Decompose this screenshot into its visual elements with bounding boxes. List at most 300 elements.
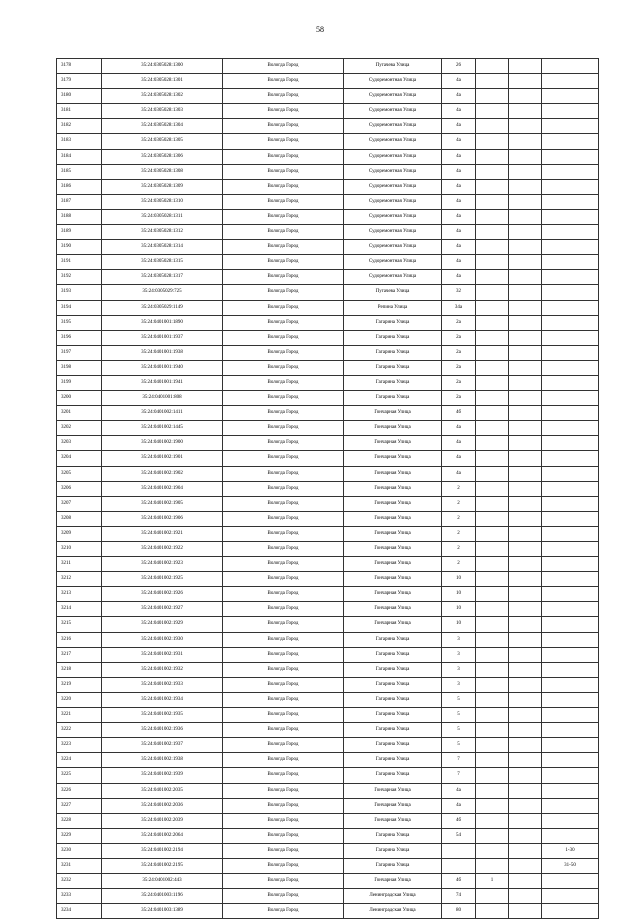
city-cell: Вологда Город [223, 783, 344, 798]
range-cell [542, 345, 599, 360]
city-cell: Вологда Город [223, 858, 344, 873]
row-number-cell: 3217 [57, 647, 102, 662]
cadastral-number-cell: 35:24:0401002:2194 [102, 843, 223, 858]
cadastral-number-cell: 35:24:0305028:1301 [102, 74, 223, 89]
street-cell: Гончарная Улица [344, 526, 442, 541]
city-cell: Вологда Город [223, 421, 344, 436]
city-cell: Вологда Город [223, 391, 344, 406]
range-cell [542, 526, 599, 541]
street-cell: Гагарина Улица [344, 360, 442, 375]
street-cell: Гагарина Улица [344, 708, 442, 723]
range-cell [542, 889, 599, 904]
cadastral-number-cell: 35:24:0401002:1922 [102, 542, 223, 557]
house-number-cell: 10 [442, 602, 476, 617]
extra-cell [509, 904, 542, 919]
house-number-cell: 4а [442, 134, 476, 149]
row-number-cell: 3229 [57, 828, 102, 843]
row-number-cell: 3214 [57, 602, 102, 617]
table-row [57, 149, 599, 164]
house-number-cell: 2а [442, 330, 476, 345]
apartment-cell [476, 134, 509, 149]
city-cell: Вологда Город [223, 194, 344, 209]
house-number-cell: 4а [442, 179, 476, 194]
extra-cell [509, 360, 542, 375]
street-cell: Судоремонтная Улица [344, 240, 442, 255]
street-cell: Гагарина Улица [344, 330, 442, 345]
cadastral-number-cell: 35:24:0401002:1936 [102, 723, 223, 738]
city-cell: Вологда Город [223, 617, 344, 632]
extra-cell [509, 436, 542, 451]
street-cell: Ленинградская Улица [344, 889, 442, 904]
cadastral-number-cell: 35:24:0401003:1196 [102, 889, 223, 904]
range-cell [542, 708, 599, 723]
range-cell [542, 677, 599, 692]
table-row [57, 889, 599, 904]
city-cell: Вологда Город [223, 632, 344, 647]
street-cell: Гончарная Улица [344, 481, 442, 496]
row-number-cell: 3233 [57, 889, 102, 904]
city-cell: Вологда Город [223, 677, 344, 692]
apartment-cell [476, 330, 509, 345]
house-number-cell: 4а [442, 240, 476, 255]
cadastral-number-cell: 35:24:0401002:1930 [102, 632, 223, 647]
range-cell [542, 285, 599, 300]
city-cell: Вологда Город [223, 300, 344, 315]
street-cell: Судоремонтная Улица [344, 209, 442, 224]
apartment-cell [476, 194, 509, 209]
extra-cell [509, 647, 542, 662]
house-number-cell: 4а [442, 451, 476, 466]
table-row [57, 858, 599, 873]
table-row [57, 843, 599, 858]
apartment-cell [476, 345, 509, 360]
city-cell: Вологда Город [223, 179, 344, 194]
extra-cell [509, 255, 542, 270]
row-number-cell: 3198 [57, 360, 102, 375]
cadastral-number-cell: 35:24:0401003:1389 [102, 904, 223, 919]
table-row [57, 677, 599, 692]
table-row [57, 557, 599, 572]
extra-cell [509, 149, 542, 164]
range-cell [542, 89, 599, 104]
row-number-cell: 3202 [57, 421, 102, 436]
street-cell: Судоремонтная Улица [344, 134, 442, 149]
street-cell: Гончарная Улица [344, 874, 442, 889]
cadastral-number-cell: 35:24:0305028:1315 [102, 255, 223, 270]
range-cell [542, 904, 599, 919]
range-cell [542, 481, 599, 496]
house-number-cell: 4а [442, 89, 476, 104]
row-number-cell: 3195 [57, 315, 102, 330]
city-cell: Вологда Город [223, 89, 344, 104]
city-cell: Вологда Город [223, 708, 344, 723]
house-number-cell: 4а [442, 798, 476, 813]
row-number-cell: 3232 [57, 874, 102, 889]
cadastral-number-cell: 35:24:0401001:1940 [102, 360, 223, 375]
range-cell [542, 557, 599, 572]
house-number-cell: 5 [442, 708, 476, 723]
street-cell: Гагарина Улица [344, 768, 442, 783]
apartment-cell [476, 255, 509, 270]
table-row [57, 526, 599, 541]
house-number-cell: 4б [442, 406, 476, 421]
house-number-cell: 3 [442, 662, 476, 677]
row-number-cell: 3189 [57, 225, 102, 240]
street-cell: Гончарная Улица [344, 542, 442, 557]
range-cell [542, 496, 599, 511]
cadastral-number-cell: 35:24:0401002:1901 [102, 451, 223, 466]
row-number-cell: 3179 [57, 74, 102, 89]
table-row [57, 285, 599, 300]
table-row [57, 511, 599, 526]
range-cell [542, 632, 599, 647]
street-cell: Судоремонтная Улица [344, 104, 442, 119]
street-cell: Гончарная Улица [344, 466, 442, 481]
house-number-cell: 2а [442, 360, 476, 375]
extra-cell [509, 345, 542, 360]
cadastral-number-cell: 35:24:0401002:1933 [102, 677, 223, 692]
range-cell [542, 647, 599, 662]
table-row [57, 255, 599, 270]
extra-cell [509, 194, 542, 209]
table-row [57, 783, 599, 798]
apartment-cell [476, 617, 509, 632]
extra-cell [509, 209, 542, 224]
extra-cell [509, 285, 542, 300]
table-row [57, 330, 599, 345]
row-number-cell: 3208 [57, 511, 102, 526]
extra-cell [509, 738, 542, 753]
row-number-cell: 3193 [57, 285, 102, 300]
row-number-cell: 3201 [57, 406, 102, 421]
extra-cell [509, 632, 542, 647]
cadastral-number-cell: 35:24:0305028:1306 [102, 149, 223, 164]
apartment-cell [476, 708, 509, 723]
street-cell: Гончарная Улица [344, 496, 442, 511]
registry-table-body [57, 59, 599, 919]
street-cell: Ленинградская Улица [344, 904, 442, 919]
city-cell: Вологда Город [223, 59, 344, 74]
range-cell [542, 451, 599, 466]
apartment-cell [476, 119, 509, 134]
house-number-cell: 7 [442, 753, 476, 768]
extra-cell [509, 783, 542, 798]
street-cell: Гончарная Улица [344, 511, 442, 526]
extra-cell [509, 798, 542, 813]
house-number-cell: 10 [442, 587, 476, 602]
street-cell: Гончарная Улица [344, 421, 442, 436]
table-row [57, 270, 599, 285]
table-row [57, 59, 599, 74]
street-cell: Гагарина Улица [344, 677, 442, 692]
range-cell [542, 149, 599, 164]
apartment-cell [476, 783, 509, 798]
street-cell: Гагарина Улица [344, 647, 442, 662]
cadastral-number-cell: 35:24:0401001:1941 [102, 375, 223, 390]
apartment-cell [476, 179, 509, 194]
street-cell: Судоремонтная Улица [344, 270, 442, 285]
table-row [57, 406, 599, 421]
extra-cell [509, 692, 542, 707]
cadastral-number-cell: 35:24:0401002:1939 [102, 768, 223, 783]
row-number-cell: 3206 [57, 481, 102, 496]
apartment-cell [476, 240, 509, 255]
city-cell: Вологда Город [223, 240, 344, 255]
table-row [57, 587, 599, 602]
range-cell [542, 74, 599, 89]
range-cell [542, 330, 599, 345]
range-cell [542, 617, 599, 632]
apartment-cell [476, 391, 509, 406]
range-cell [542, 662, 599, 677]
cadastral-number-cell: 35:24:0305028:1311 [102, 209, 223, 224]
street-cell: Пугачева Улица [344, 59, 442, 74]
row-number-cell: 3203 [57, 436, 102, 451]
table-row [57, 375, 599, 390]
extra-cell [509, 768, 542, 783]
table-row [57, 104, 599, 119]
street-cell: Судоремонтная Улица [344, 74, 442, 89]
row-number-cell: 3204 [57, 451, 102, 466]
row-number-cell: 3180 [57, 89, 102, 104]
extra-cell [509, 587, 542, 602]
city-cell: Вологда Город [223, 874, 344, 889]
city-cell: Вологда Город [223, 692, 344, 707]
table-row [57, 708, 599, 723]
cadastral-number-cell: 35:24:0401002:1925 [102, 572, 223, 587]
street-cell: Гагарина Улица [344, 345, 442, 360]
street-cell: Гагарина Улица [344, 723, 442, 738]
cadastral-number-cell: 35:24:0305028:1303 [102, 104, 223, 119]
cadastral-number-cell: 35:24:0401001:1890 [102, 315, 223, 330]
cadastral-number-cell: 35:24:0401002:2035 [102, 783, 223, 798]
city-cell: Вологда Город [223, 662, 344, 677]
city-cell: Вологда Город [223, 768, 344, 783]
row-number-cell: 3205 [57, 466, 102, 481]
range-cell [542, 783, 599, 798]
city-cell: Вологда Город [223, 436, 344, 451]
apartment-cell [476, 436, 509, 451]
city-cell: Вологда Город [223, 542, 344, 557]
apartment-cell [476, 723, 509, 738]
street-cell: Судоремонтная Улица [344, 119, 442, 134]
house-number-cell: 2а [442, 391, 476, 406]
street-cell: Гончарная Улица [344, 587, 442, 602]
city-cell: Вологда Город [223, 904, 344, 919]
table-row [57, 813, 599, 828]
table-row [57, 134, 599, 149]
street-cell: Гагарина Улица [344, 692, 442, 707]
city-cell: Вологда Город [223, 889, 344, 904]
city-cell: Вологда Город [223, 225, 344, 240]
apartment-cell [476, 300, 509, 315]
table-row [57, 89, 599, 104]
row-number-cell: 3222 [57, 723, 102, 738]
apartment-cell [476, 511, 509, 526]
cadastral-number-cell: 35:24:0401002:2064 [102, 828, 223, 843]
city-cell: Вологда Город [223, 134, 344, 149]
table-row [57, 194, 599, 209]
cadastral-number-cell: 35:24:0401002:1902 [102, 466, 223, 481]
table-row [57, 119, 599, 134]
apartment-cell [476, 89, 509, 104]
table-row [57, 632, 599, 647]
street-cell: Гончарная Улица [344, 813, 442, 828]
range-cell [542, 511, 599, 526]
extra-cell [509, 813, 542, 828]
apartment-cell [476, 843, 509, 858]
range-cell [542, 466, 599, 481]
extra-cell [509, 164, 542, 179]
cadastral-number-cell: 35:24:0401002:1935 [102, 708, 223, 723]
extra-cell [509, 74, 542, 89]
house-number-cell: 26 [442, 59, 476, 74]
table-row [57, 572, 599, 587]
house-number-cell [442, 858, 476, 873]
extra-cell [509, 572, 542, 587]
street-cell: Судоремонтная Улица [344, 149, 442, 164]
table-row [57, 738, 599, 753]
house-number-cell: 4а [442, 164, 476, 179]
extra-cell [509, 677, 542, 692]
street-cell: Судоремонтная Улица [344, 179, 442, 194]
table-row [57, 421, 599, 436]
house-number-cell: 74 [442, 889, 476, 904]
street-cell: Гончарная Улица [344, 602, 442, 617]
apartment-cell [476, 813, 509, 828]
street-cell: Судоремонтная Улица [344, 225, 442, 240]
row-number-cell: 3234 [57, 904, 102, 919]
extra-cell [509, 843, 542, 858]
city-cell: Вологда Город [223, 330, 344, 345]
house-number-cell: 3 [442, 632, 476, 647]
row-number-cell: 3182 [57, 119, 102, 134]
extra-cell [509, 225, 542, 240]
apartment-cell: 1 [476, 874, 509, 889]
city-cell: Вологда Город [223, 360, 344, 375]
city-cell: Вологда Город [223, 406, 344, 421]
table-row [57, 617, 599, 632]
cadastral-number-cell: 35:24:0401002:1926 [102, 587, 223, 602]
street-cell: Гагарина Улица [344, 738, 442, 753]
street-cell: Репина Улица [344, 300, 442, 315]
page-number: 58 [316, 25, 324, 34]
apartment-cell [476, 798, 509, 813]
cadastral-number-cell: 35:24:0401002:2036 [102, 798, 223, 813]
street-cell: Гагарина Улица [344, 632, 442, 647]
row-number-cell: 3187 [57, 194, 102, 209]
row-number-cell: 3218 [57, 662, 102, 677]
extra-cell [509, 526, 542, 541]
table-row [57, 179, 599, 194]
house-number-cell: 4а [442, 421, 476, 436]
table-row [57, 602, 599, 617]
extra-cell [509, 240, 542, 255]
extra-cell [509, 874, 542, 889]
cadastral-number-cell: 35:24:0401002:1934 [102, 692, 223, 707]
table-row [57, 436, 599, 451]
table-row [57, 692, 599, 707]
city-cell: Вологда Город [223, 119, 344, 134]
house-number-cell: 4а [442, 255, 476, 270]
city-cell: Вологда Город [223, 843, 344, 858]
city-cell: Вологда Город [223, 209, 344, 224]
cadastral-number-cell: 35:24:0401002:1904 [102, 481, 223, 496]
table-row [57, 647, 599, 662]
apartment-cell [476, 104, 509, 119]
house-number-cell: 4б [442, 874, 476, 889]
house-number-cell: 5 [442, 692, 476, 707]
house-number-cell: 5 [442, 738, 476, 753]
house-number-cell: 3 [442, 677, 476, 692]
street-cell: Судоремонтная Улица [344, 194, 442, 209]
city-cell: Вологда Город [223, 285, 344, 300]
range-cell [542, 300, 599, 315]
extra-cell [509, 59, 542, 74]
street-cell: Судоремонтная Улица [344, 89, 442, 104]
table-row [57, 723, 599, 738]
cadastral-number-cell: 35:24:0401002:1921 [102, 526, 223, 541]
extra-cell [509, 723, 542, 738]
extra-cell [509, 421, 542, 436]
table-row [57, 345, 599, 360]
street-cell: Гончарная Улица [344, 617, 442, 632]
extra-cell [509, 617, 542, 632]
cadastral-number-cell: 35:24:0305028:1300 [102, 59, 223, 74]
range-cell [542, 194, 599, 209]
range-cell [542, 315, 599, 330]
street-cell: Гагарина Улица [344, 858, 442, 873]
apartment-cell [476, 542, 509, 557]
row-number-cell: 3211 [57, 557, 102, 572]
range-cell [542, 119, 599, 134]
table-row [57, 74, 599, 89]
house-number-cell: 2 [442, 542, 476, 557]
row-number-cell: 3228 [57, 813, 102, 828]
row-number-cell: 3186 [57, 179, 102, 194]
extra-cell [509, 300, 542, 315]
row-number-cell: 3200 [57, 391, 102, 406]
cadastral-number-cell: 35:24:0401002:1900 [102, 436, 223, 451]
row-number-cell: 3227 [57, 798, 102, 813]
cadastral-number-cell: 35:24:0401002:1932 [102, 662, 223, 677]
table-row [57, 209, 599, 224]
city-cell: Вологда Город [223, 647, 344, 662]
house-number-cell [442, 843, 476, 858]
cadastral-number-cell: 35:24:0305028:1309 [102, 179, 223, 194]
row-number-cell: 3213 [57, 587, 102, 602]
city-cell: Вологда Город [223, 481, 344, 496]
street-cell: Гончарная Улица [344, 783, 442, 798]
extra-cell [509, 828, 542, 843]
range-cell [542, 542, 599, 557]
extra-cell [509, 119, 542, 134]
city-cell: Вологда Город [223, 511, 344, 526]
apartment-cell [476, 768, 509, 783]
row-number-cell: 3225 [57, 768, 102, 783]
range-cell [542, 179, 599, 194]
apartment-cell [476, 466, 509, 481]
table-row [57, 768, 599, 783]
cadastral-number-cell: 35:24:0401002:1923 [102, 557, 223, 572]
row-number-cell: 3221 [57, 708, 102, 723]
table-row [57, 662, 599, 677]
apartment-cell [476, 889, 509, 904]
street-cell: Гагарина Улица [344, 828, 442, 843]
apartment-cell [476, 496, 509, 511]
cadastral-number-cell: 35:24:0305028:1314 [102, 240, 223, 255]
city-cell: Вологда Город [223, 557, 344, 572]
